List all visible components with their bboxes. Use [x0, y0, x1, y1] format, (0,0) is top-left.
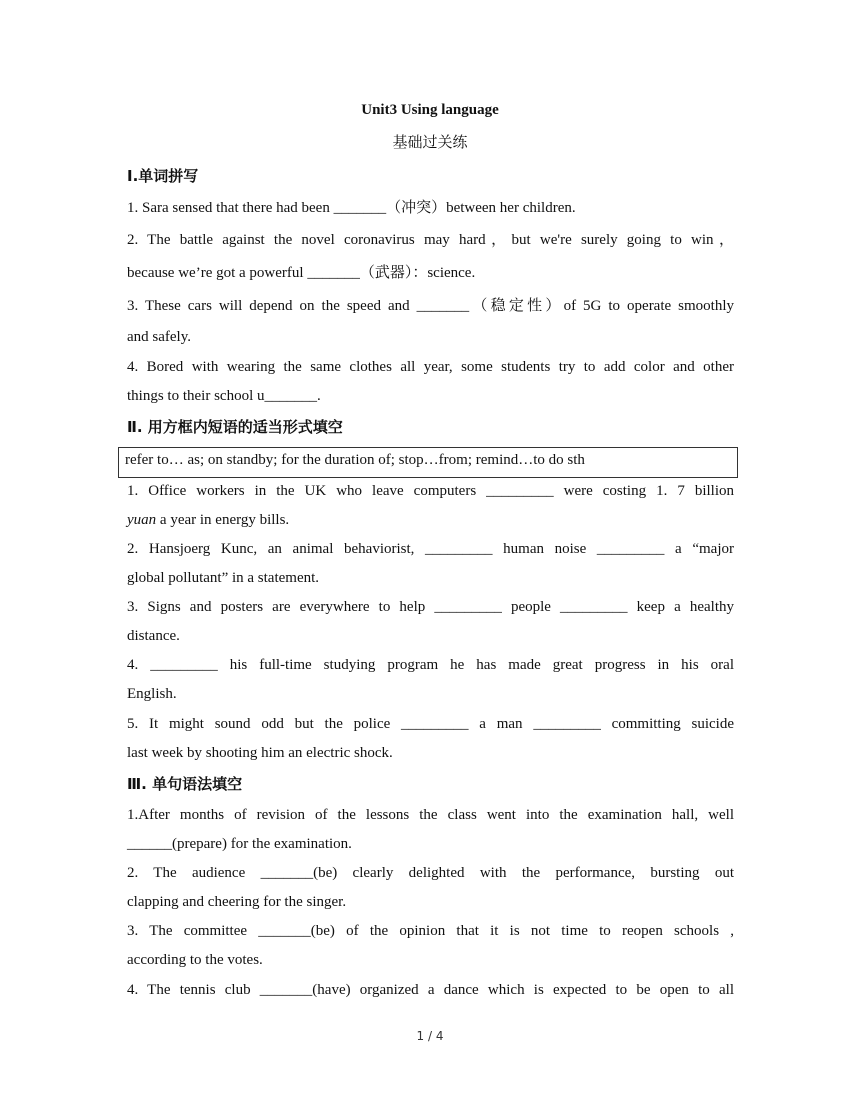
s3-line: 1.After months of revision of the lessons the class went into the examination hall, well [127, 807, 734, 823]
s1-line: things to their school u_______. [127, 388, 321, 404]
s1-line: 4. Bored with wearing the same clothes all year, some students try to add color and other [127, 359, 734, 375]
s3-line: 3. The committee _______(be) of the opinion that it is not time to reopen schools , [127, 923, 734, 939]
phrase-box-text: refer to… as; on standby; for the duration of; stop…from; remind…to do sth [125, 452, 585, 468]
s2-line: last week by shooting him an electric shock. [127, 745, 393, 761]
yuan-italic: yuan [127, 512, 157, 528]
s2-line: 3. Signs and posters are everywhere to help _________ people _________ keep a healthy [127, 599, 734, 615]
s2-line-rest: a year in energy bills. [156, 512, 290, 528]
page-number: 1 / 4 [416, 1029, 444, 1043]
s1-line: 3. These cars will depend on the speed and _______（稳定性）of 5G to operate smoothly [127, 298, 734, 314]
s2-line: English. [127, 686, 177, 702]
section-2-heading: Ⅱ. 用方框内短语的适当形式填空 [127, 418, 343, 436]
s3-line: ______(prepare) for the examination. [127, 836, 352, 852]
s3-line: 4. The tennis club _______(have) organized a dance which is expected to be open to all [127, 982, 734, 998]
s2-line: global pollutant” in a statement. [127, 570, 320, 586]
s2-line: 4. _________ his full-time studying program he has made great progress in his oral [127, 657, 734, 673]
s3-line: clapping and cheering for the singer. [127, 894, 347, 910]
phrase-box [118, 447, 738, 478]
s2-line: 1. Office workers in the UK who leave computers _________ were costing 1. 7 billion [127, 483, 734, 499]
section-1-heading: Ⅰ.单词拼写 [127, 167, 199, 185]
section-3-heading: Ⅲ. 单句语法填空 [127, 775, 243, 793]
page-subtitle: 基础过关练 [392, 133, 468, 151]
s1-line: 1. Sara sensed that there had been _______（冲突）between her children. [127, 200, 576, 216]
s1-line: because we’re got a powerful _______（武器）：science. [127, 265, 476, 281]
s2-line [127, 510, 734, 530]
s3-line: according to the votes. [127, 952, 263, 968]
s2-line: 5. It might sound odd but the police _________ a man _________ committing suicide [127, 716, 734, 732]
s1-line: 2. The battle against the novel coronavirus may hard，but we're surely going to win， [127, 232, 734, 248]
s2-line: distance. [127, 628, 180, 644]
s2-line: 2. Hansjoerg Kunc, an animal behaviorist, _________ human noise _________ a “major [127, 541, 734, 557]
s3-line: 2. The audience _______(be) clearly delighted with the performance, bursting out [127, 865, 734, 881]
s1-line: and safely. [127, 329, 191, 345]
page-title: Unit3 Using language [361, 102, 499, 118]
